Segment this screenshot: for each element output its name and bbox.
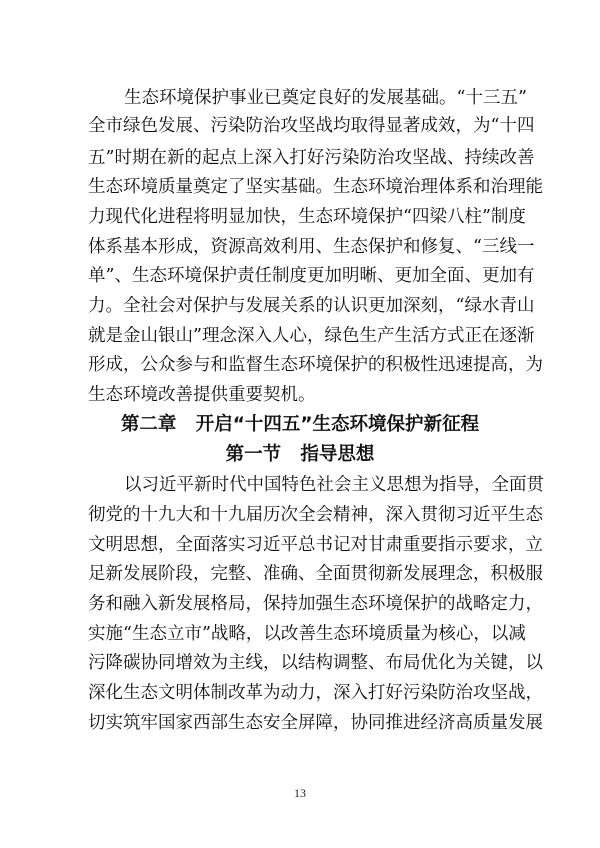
page-number: 13 [294,786,306,800]
paragraph-2-line: 实施“生态立市”战略，以改善生态环境质量为核心，以减 [88,624,526,644]
paragraph-2-line: 切实筑牢国家西部生态安全屏障，协同推进经济高质量发展 [88,713,543,733]
paragraph-1-line: 单”、生态环境保护责任制度更加明晰、更加全面、更加有 [88,266,535,286]
section-heading: 第一节 指导思想 [225,444,375,465]
paragraph-2-line: 务和融入新发展格局，保持加强生态环境保护的战略定力， [88,594,543,614]
paragraph-1-line: 就是金山银山”理念深入人心，绿色生产生活方式正在逐渐 [88,326,535,346]
paragraph-1-line: 力。全社会对保护与发展关系的认识更加深刻，“绿水青山 [88,296,535,316]
paragraph-2-line: 深化生态文明体制改革为动力，深入打好污染防治攻坚战， [88,683,543,703]
paragraph-1-line: 生态环境改善提供重要契机。 [88,385,316,405]
paragraph-1-line: 生态环境质量奠定了坚实基础。生态环境治理体系和治理能 [88,177,543,197]
paragraph-1-line: 五”时期在新的起点上深入打好污染防治攻坚战、持续改善 [88,148,535,168]
paragraph-2-line: 彻党的十九大和十九届历次全会精神，深入贯彻习近平生态 [88,505,543,525]
paragraph-2-line: 以习近平新时代中国特色社会主义思想为指导，全面贯 [124,475,544,495]
paragraph-1-line: 形成，公众参与和监督生态环境保护的积极性迅速提高，为 [88,355,543,375]
paragraph-1-line: 体系基本形成，资源高效利用、生态保护和修复、“三线一 [88,237,535,257]
paragraph-1-line: 生态环境保护事业已奠定良好的发展基础。“十三五” [124,88,527,108]
chapter-heading: 第二章 开启“十四五”生态环境保护新征程 [120,414,480,435]
paragraph-2-line: 污降碳协同增效为主线，以结构调整、布局优化为关键，以 [88,653,543,673]
paragraph-2-line: 文明思想，全面落实习近平总书记对甘肃重要指示要求，立 [88,535,543,555]
paragraph-2-line: 足新发展阶段，完整、准确、全面贯彻新发展理念，积极服 [88,564,543,584]
paragraph-1-line: 全市绿色发展、污染防治攻坚战均取得显著成效，为“十四 [88,116,535,136]
paragraph-1-line: 力现代化进程将明显加快，生态环境保护“四梁八柱”制度 [88,207,526,227]
